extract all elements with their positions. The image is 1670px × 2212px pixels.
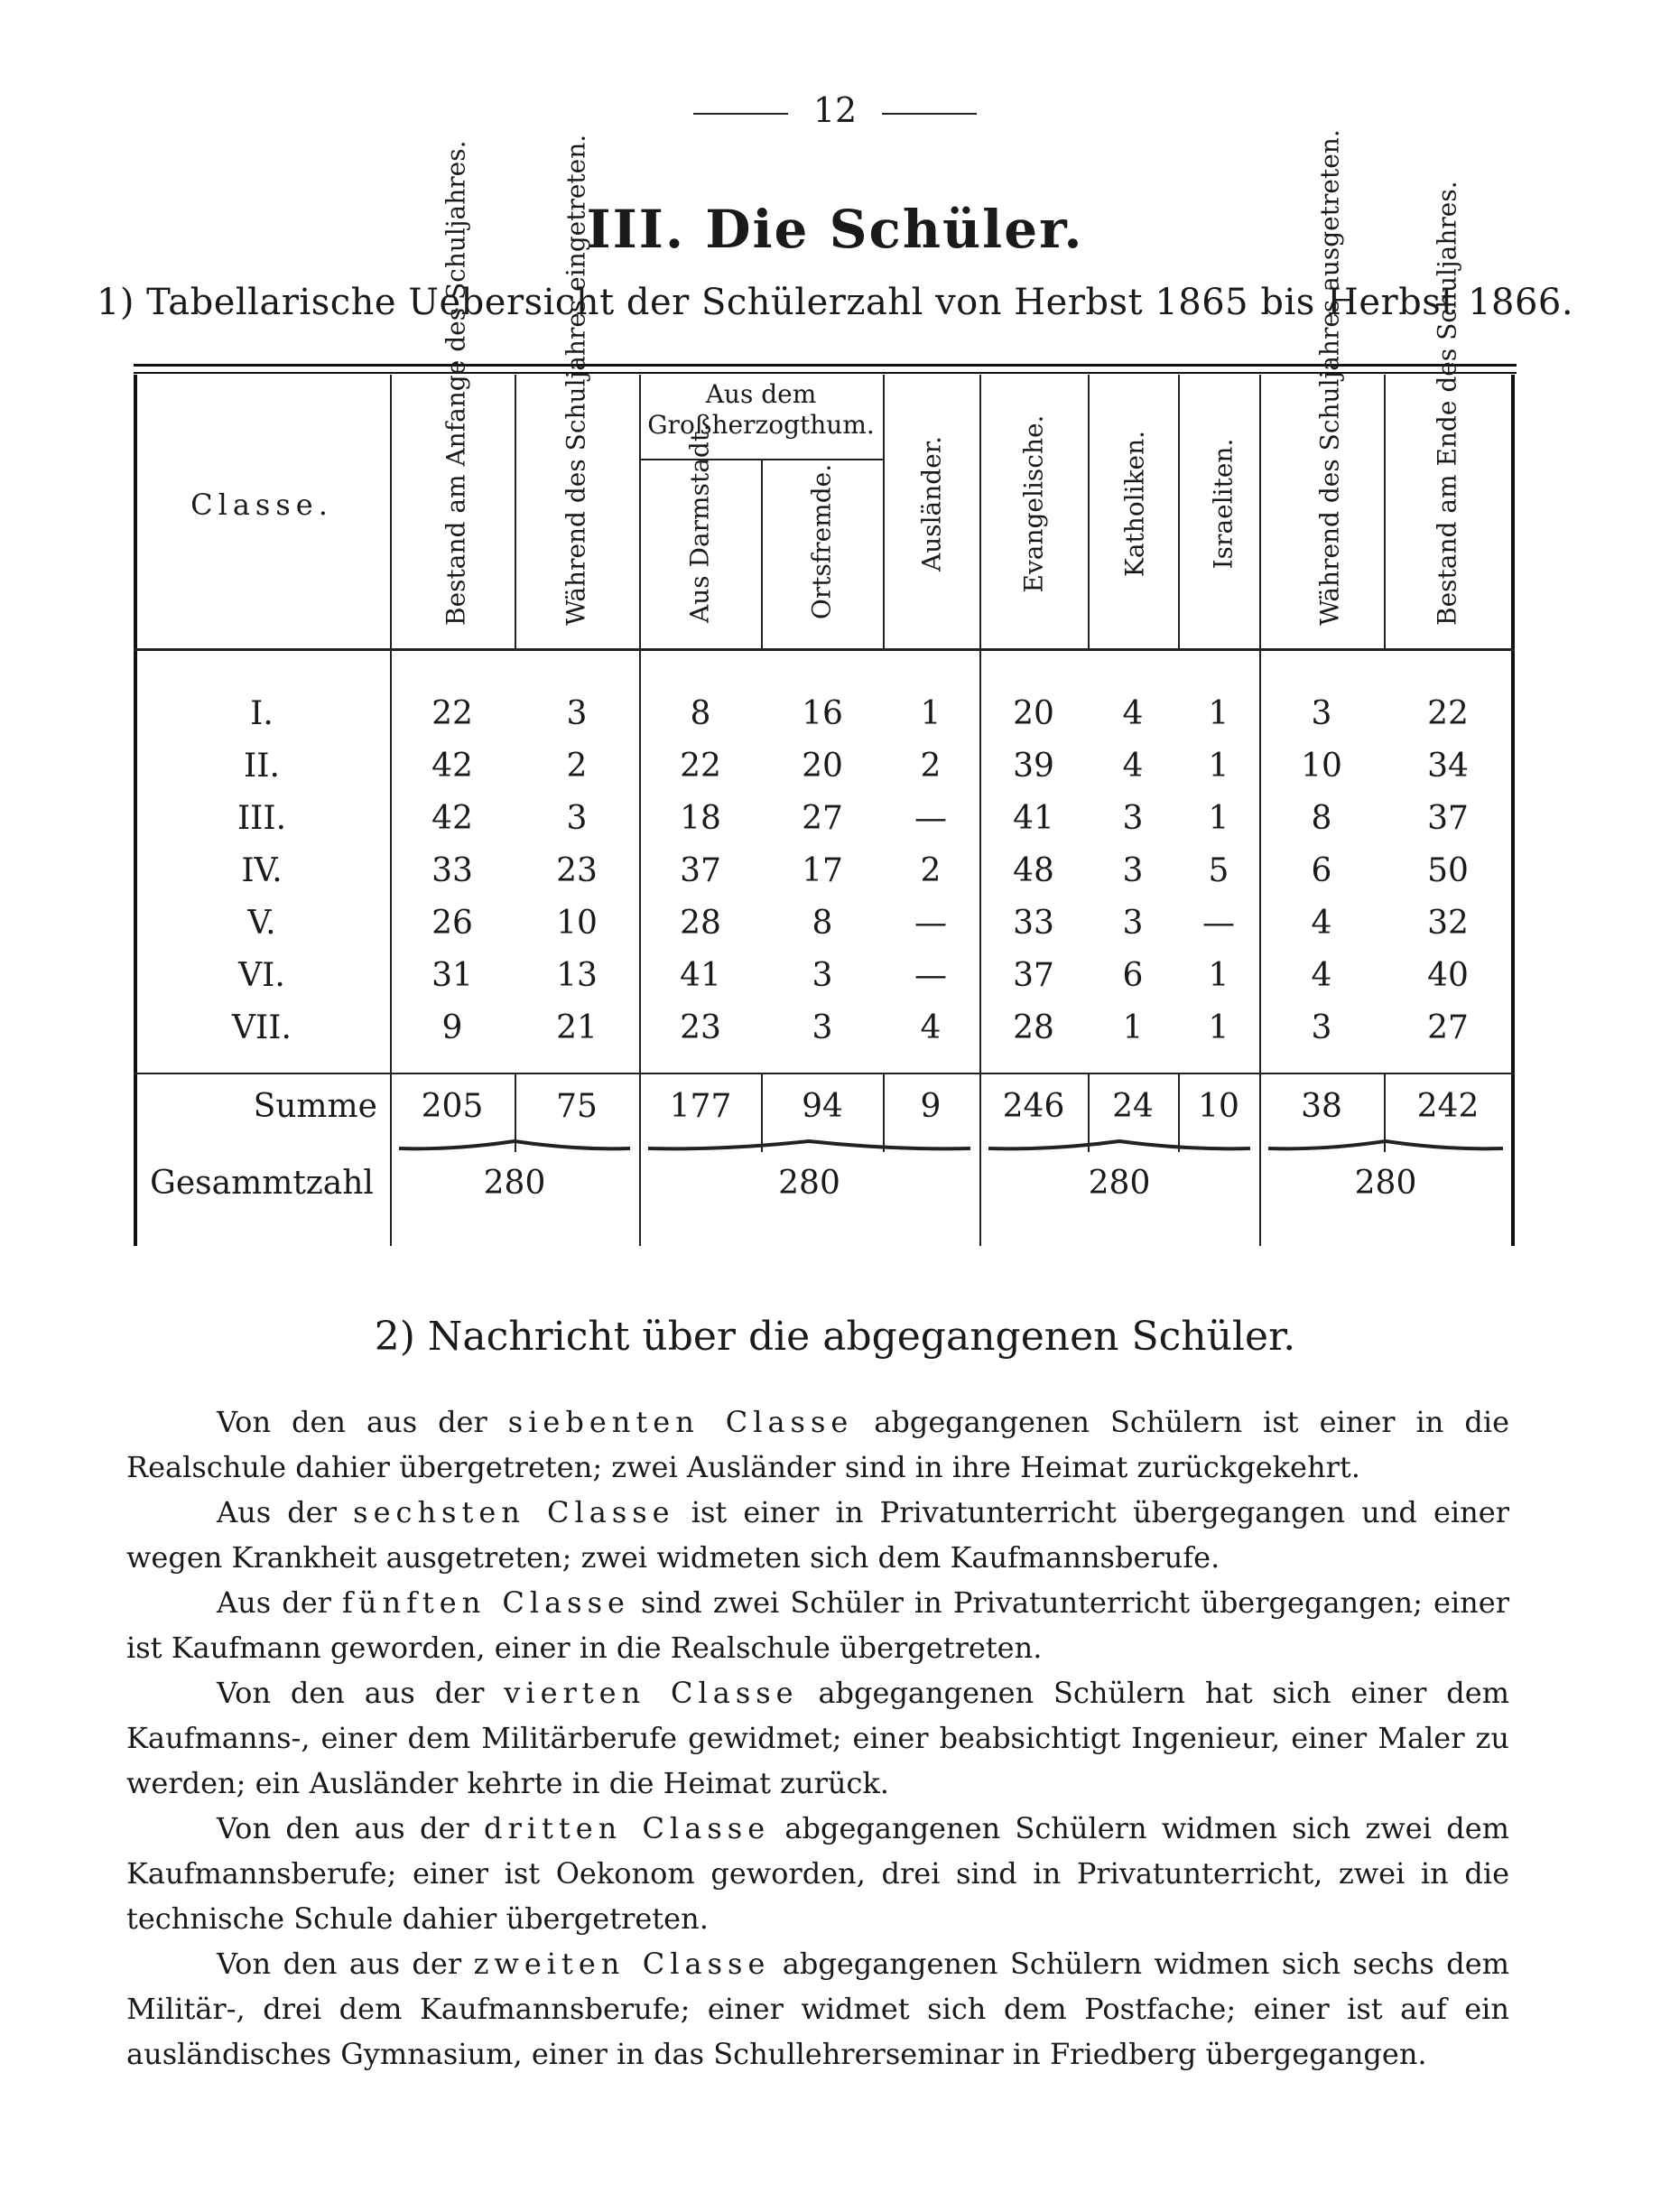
- col-header-darmstadt: Aus Darmstadt.: [684, 423, 715, 623]
- table-cell: —: [914, 957, 947, 994]
- group-underline: [639, 459, 883, 460]
- table-cell: 10: [1301, 748, 1342, 785]
- table-cell: 28: [1013, 1009, 1054, 1046]
- brace: [639, 1139, 979, 1152]
- row-label: VII.: [232, 1009, 292, 1046]
- col-header-bestand-anfang: Bestand am Anfange des Schuljahres.: [441, 140, 471, 626]
- table-cell: 3: [1122, 852, 1144, 889]
- table-cell: 3: [566, 800, 588, 837]
- table-cell: 4: [1311, 957, 1332, 994]
- table-cell: 13: [556, 957, 598, 994]
- col-divider: [883, 375, 885, 650]
- table-cell: 1: [1208, 1009, 1229, 1046]
- page-number: 12: [0, 90, 1670, 130]
- table-cell: 9: [441, 1009, 463, 1046]
- row-label: II.: [244, 748, 280, 785]
- brace: [979, 1139, 1259, 1152]
- table-cell: 42: [431, 748, 473, 785]
- gesammt-value: 280: [1354, 1165, 1417, 1202]
- table-subtitle: 1) Tabellarische Uebersicht der Schülerzahl von Herbst 1865 bis Herbst 1866.: [96, 282, 1574, 323]
- col-header-evangelische: Evangelische.: [1018, 414, 1049, 593]
- paragraph: Von den aus der vierten Classe abgegangenen Schülern hat sich einer dem Kaufmanns-, einer dem Militärberufe gewidmet; einer beabsichtigt Ingenieur, einer Maler zu werden; ein Ausländer kehrte in die Heimat zurück.: [126, 1676, 1510, 1800]
- table-cell: 32: [1427, 905, 1469, 942]
- col-header-israeliten: Israeliten.: [1208, 438, 1239, 570]
- table-right-border: [1511, 375, 1515, 1246]
- table-cell: 22: [431, 695, 473, 732]
- table-cell: 3: [1311, 1009, 1332, 1046]
- table-cell: 4: [1311, 905, 1332, 942]
- table-cell: —: [1202, 905, 1235, 942]
- table-cell: 8: [812, 905, 833, 942]
- table-cell: 1: [1122, 1009, 1144, 1046]
- table-cell: 1: [1208, 800, 1229, 837]
- dash-left: [693, 113, 788, 115]
- table-cell: 4: [920, 1009, 942, 1046]
- col-divider: [1088, 375, 1090, 650]
- table-cell: 27: [1427, 1009, 1469, 1046]
- row-label: IV.: [241, 852, 283, 889]
- table-cell: 3: [566, 695, 588, 732]
- table-cell: 1: [1208, 748, 1229, 785]
- table-cell: 21: [556, 1009, 598, 1046]
- group-header: Aus dem Großherzogthum.: [647, 379, 875, 440]
- summe-cell: 246: [1002, 1088, 1065, 1125]
- col-divider: [639, 375, 641, 1246]
- gesammt-value: 280: [1088, 1165, 1151, 1202]
- gesammt-value: 280: [483, 1165, 546, 1202]
- col-header-ausgetreten: Während des Schuljahres ausgetreten.: [1314, 129, 1345, 626]
- table-cell: 48: [1013, 852, 1054, 889]
- table-top-rule-inner: [134, 372, 1517, 374]
- gesammtzahl-label: Gesammtzahl: [150, 1165, 374, 1202]
- col-header-ortsfremde: Ortsfremde.: [806, 463, 837, 620]
- table-cell: 1: [920, 695, 942, 732]
- brace: [1259, 1139, 1512, 1152]
- table-cell: 41: [680, 957, 721, 994]
- summe-cell: 10: [1198, 1088, 1239, 1125]
- summe-label: Summe: [253, 1088, 377, 1125]
- section2-title: 2) Nachricht über die abgegangenen Schüler.: [374, 1314, 1296, 1360]
- table-cell: 8: [1311, 800, 1332, 837]
- table-cell: 17: [802, 852, 843, 889]
- table-cell: 3: [1122, 905, 1144, 942]
- table-cell: 27: [802, 800, 843, 837]
- paragraph: Von den aus der zweiten Classe abgegangenen Schülern widmen sich sechs dem Militär-, drei dem Kaufmannsberufe; einer widmet sich dem Postfache; einer ist auf ein ausländisches Gymnasium, einer in das Schullehrerseminar in Friedberg übergegangen.: [126, 1947, 1510, 2071]
- table-cell: 37: [1427, 800, 1469, 837]
- table-cell: 20: [802, 748, 843, 785]
- table-cell: 28: [680, 905, 721, 942]
- table-cell: 8: [690, 695, 711, 732]
- col-header-bestand-ende: Bestand am Ende des Schuljahres.: [1432, 181, 1462, 626]
- paragraph: Von den aus der dritten Classe abgegangenen Schülern widmen sich zwei dem Kaufmannsberufe; einer ist Oekonom geworden, drei sind in Privatunterricht, zwei in die technische Schule dahier übergetreten.: [126, 1811, 1510, 1936]
- summe-rule: [134, 1073, 1515, 1074]
- section-title: III. Die Schüler.: [586, 199, 1084, 260]
- table-cell: —: [914, 800, 947, 837]
- table-cell: 1: [1208, 957, 1229, 994]
- table-cell: 6: [1122, 957, 1144, 994]
- summe-cell: 205: [421, 1088, 484, 1125]
- table-cell: 10: [556, 905, 598, 942]
- row-label: VI.: [238, 957, 285, 994]
- table-cell: 1: [1208, 695, 1229, 732]
- summe-cell: 242: [1416, 1088, 1480, 1125]
- row-label: V.: [247, 905, 276, 942]
- brace: [390, 1139, 639, 1152]
- table-cell: 18: [680, 800, 721, 837]
- summe-cell: 9: [920, 1088, 942, 1125]
- table-cell: 6: [1311, 852, 1332, 889]
- table-cell: 33: [431, 852, 473, 889]
- col-divider: [761, 460, 763, 650]
- table-cell: 4: [1122, 695, 1144, 732]
- table-cell: 26: [431, 905, 473, 942]
- col-header-katholiken: Katholiken.: [1119, 430, 1150, 578]
- gesammt-value: 280: [778, 1165, 840, 1202]
- summe-cell: 177: [669, 1088, 732, 1125]
- table-cell: 2: [920, 852, 942, 889]
- table-cell: 23: [680, 1009, 721, 1046]
- table-cell: 3: [1311, 695, 1332, 732]
- summe-cell: 38: [1301, 1088, 1342, 1125]
- col-divider: [515, 375, 516, 650]
- table-cell: —: [914, 905, 947, 942]
- table-cell: 2: [566, 748, 588, 785]
- table-cell: 3: [812, 1009, 833, 1046]
- table-cell: 34: [1427, 748, 1469, 785]
- table-cell: 23: [556, 852, 598, 889]
- dash-right: [882, 113, 977, 115]
- summe-cell: 94: [802, 1088, 843, 1125]
- table-cell: 50: [1427, 852, 1469, 889]
- table-cell: 22: [680, 748, 721, 785]
- table-cell: 40: [1427, 957, 1469, 994]
- col-divider: [390, 375, 392, 1246]
- table-cell: 3: [1122, 800, 1144, 837]
- summe-cell: 24: [1112, 1088, 1154, 1125]
- summe-cell: 75: [556, 1088, 598, 1125]
- table-cell: 16: [802, 695, 843, 732]
- paragraph: Von den aus der siebenten Classe abgegangenen Schülern ist einer in die Realschule dahier übergetreten; zwei Ausländer sind in ihre Heimat zurückgekehrt.: [126, 1405, 1510, 1484]
- classe-header: Classe.: [190, 488, 333, 522]
- table-cell: 33: [1013, 905, 1054, 942]
- col-divider: [1178, 375, 1180, 650]
- table-cell: 3: [812, 957, 833, 994]
- table-cell: 37: [680, 852, 721, 889]
- paragraph: Aus der sechsten Classe ist einer in Privatunterricht übergegangen und einer wegen Krankheit ausgetreten; zwei widmeten sich dem Kaufmannsberufe.: [126, 1495, 1510, 1575]
- table-cell: 39: [1013, 748, 1054, 785]
- table-cell: 5: [1208, 852, 1229, 889]
- table-top-rule: [134, 364, 1517, 367]
- table-cell: 37: [1013, 957, 1054, 994]
- col-header-eingetreten: Während des Schuljahres eingetreten.: [561, 134, 591, 626]
- table-cell: 22: [1427, 695, 1469, 732]
- table-cell: 2: [920, 748, 942, 785]
- table-cell: 20: [1013, 695, 1054, 732]
- col-header-auslaender: Ausländer.: [916, 436, 947, 572]
- table-cell: 31: [431, 957, 473, 994]
- row-label: I.: [250, 695, 274, 732]
- table-cell: 4: [1122, 748, 1144, 785]
- paragraph: Aus der fünften Classe sind zwei Schüler in Privatunterricht übergegangen; einer ist Kaufmann geworden, einer in die Realschule übergetreten.: [126, 1585, 1510, 1665]
- table-cell: 42: [431, 800, 473, 837]
- col-divider: [1384, 375, 1386, 650]
- row-label: III.: [237, 800, 287, 837]
- header-bottom-rule: [134, 648, 1515, 651]
- table-cell: 41: [1013, 800, 1054, 837]
